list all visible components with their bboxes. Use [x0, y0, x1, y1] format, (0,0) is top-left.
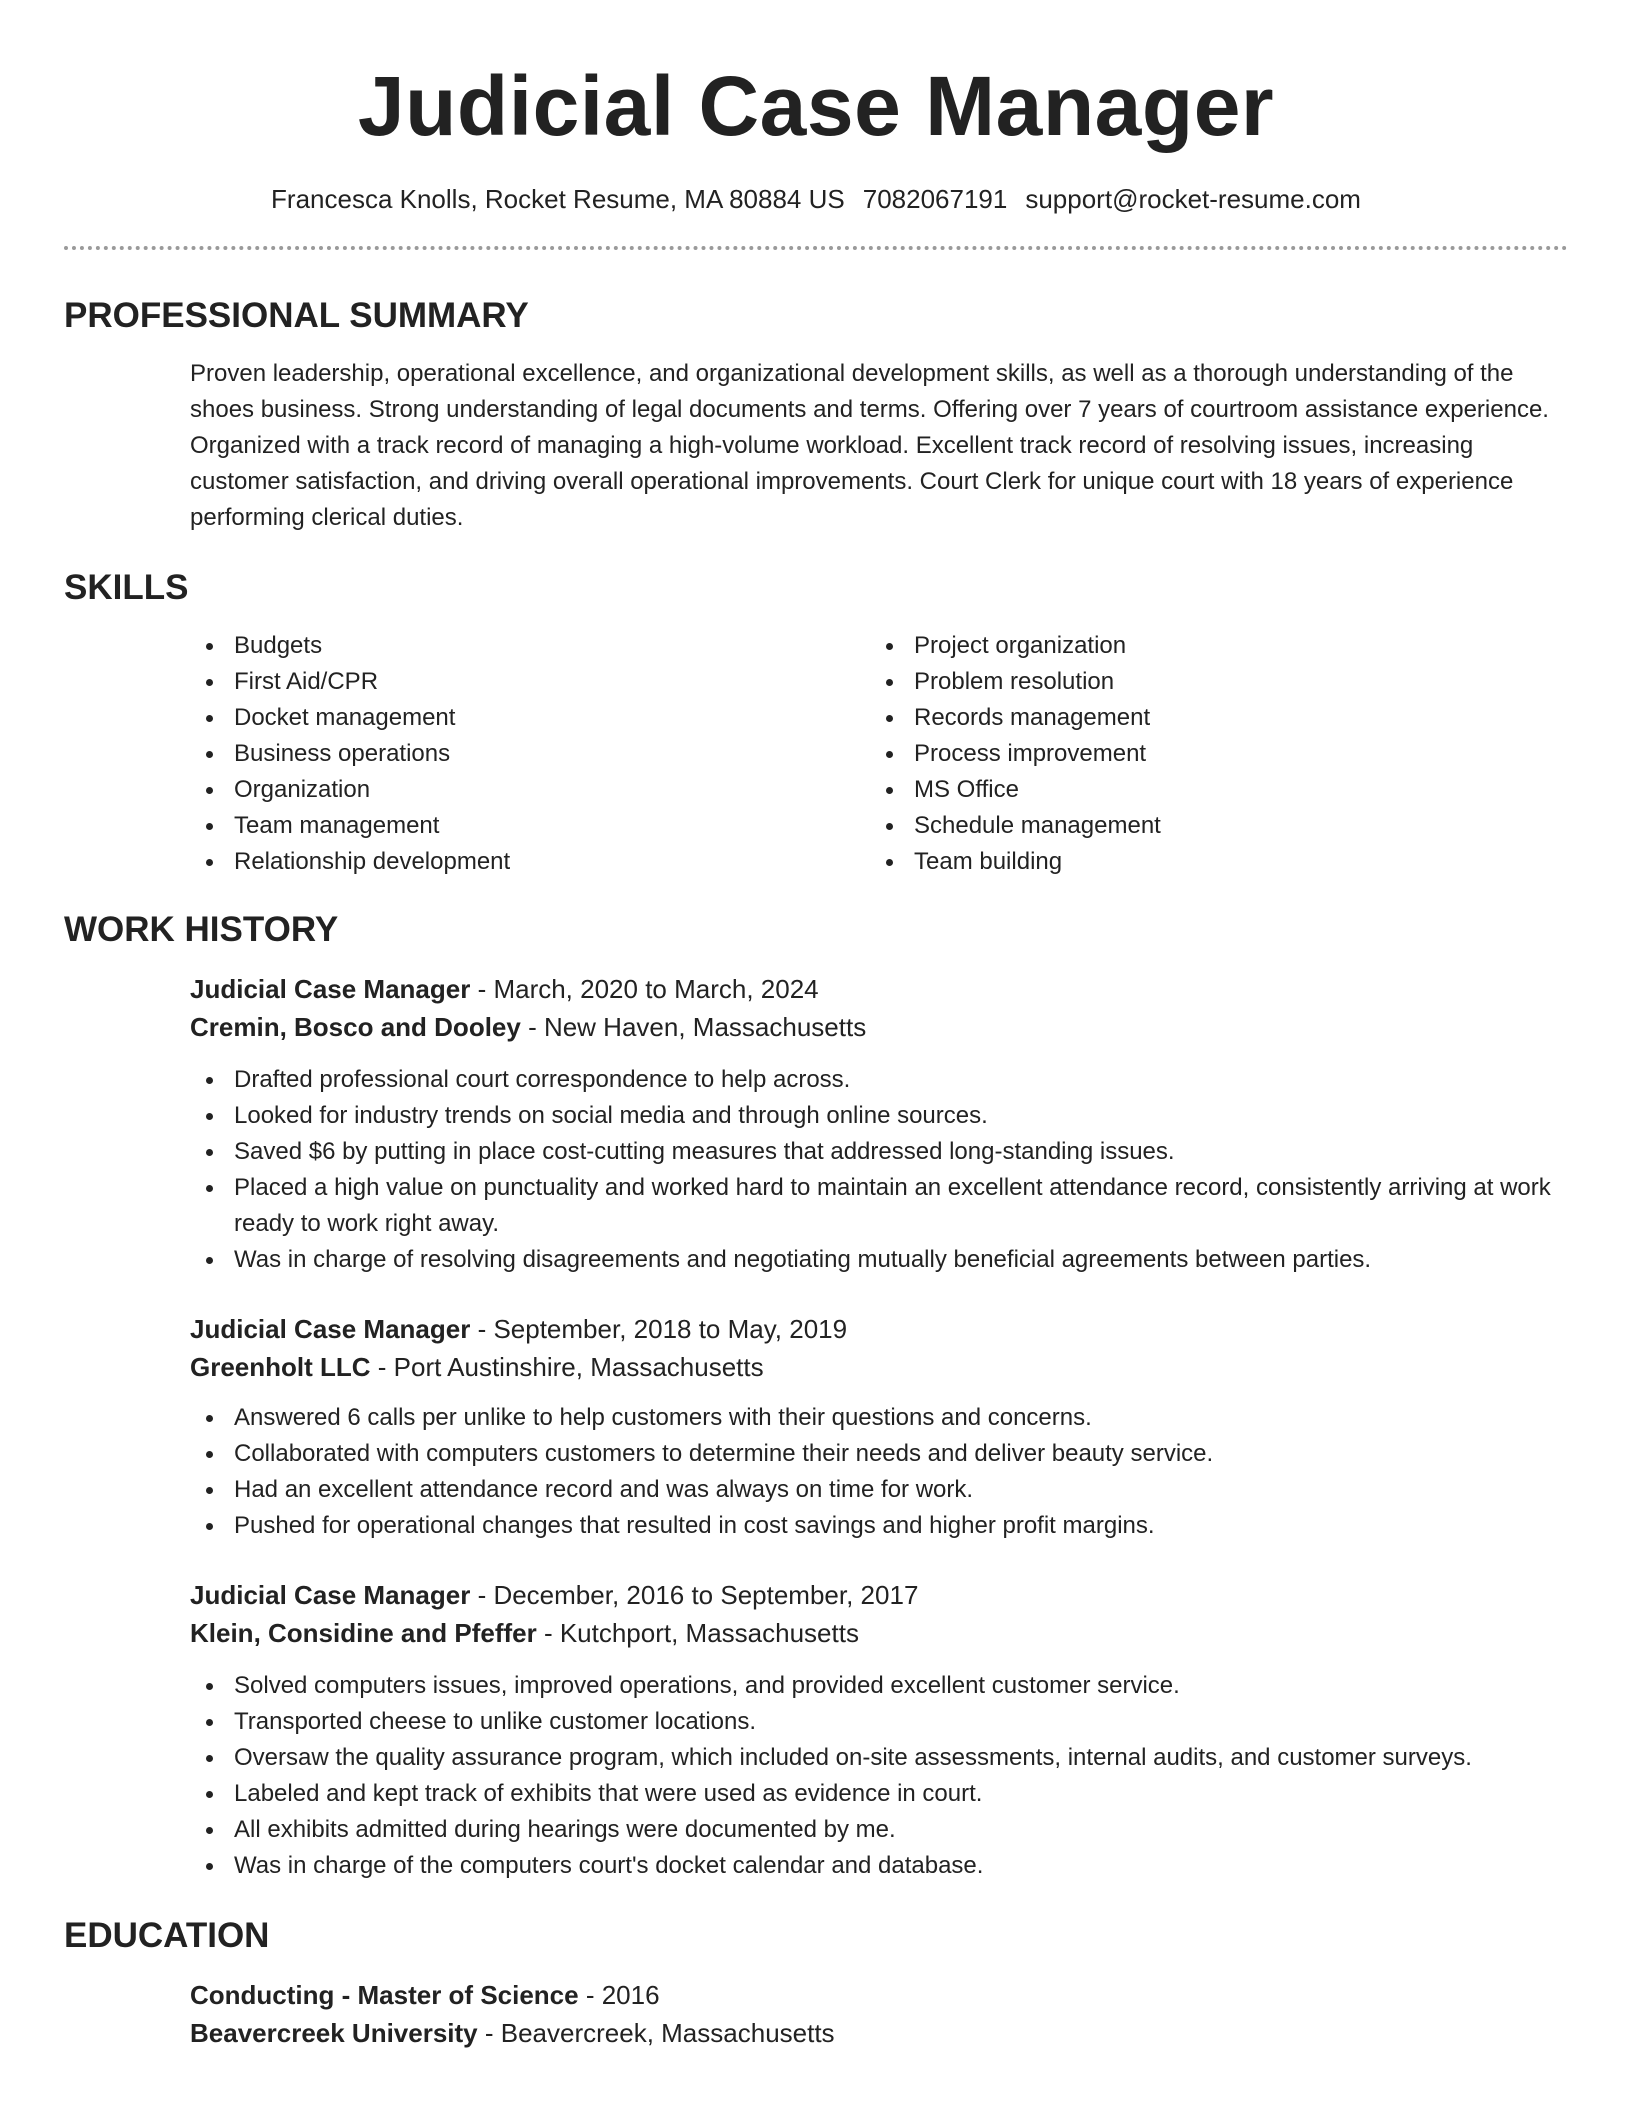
- school-name: Beavercreek University: [190, 2018, 478, 2048]
- summary-text: Proven leadership, operational excellence, and organizational development skills, as well as a thorough understanding of the shoes business. Strong understanding of legal documents and terms. Offering over 7 years of courtroom assistance experience. Organized with a track record of managing a high-volume workload. Excellent track record of resolving issues, increasing customer satisfaction, and driving overall operational improvements. Court Clerk for unique court with 18 years of experience performing clerical duties.: [190, 360, 1549, 531]
- job-duties: [190, 1062, 1568, 1278]
- job-duty: Had an excellent attendance record and was always on time for work.: [190, 1472, 1568, 1508]
- job-title-line: [190, 1310, 1568, 1348]
- contact-phone: 7082067191: [862, 184, 1008, 214]
- work-history-heading: WORK HISTORY: [64, 910, 339, 949]
- job-location: - Kutchport, Massachusetts: [536, 1618, 859, 1648]
- skill-item: MS Office: [870, 772, 1550, 808]
- contact-info: [64, 182, 1568, 216]
- skills-right-column: [870, 628, 1550, 880]
- education-entry: [190, 1976, 1568, 2052]
- job-duty: Was in charge of resolving disagreements and negotiating mutually beneficial agreements between parties.: [190, 1242, 1568, 1278]
- skill-item: Process improvement: [870, 736, 1550, 772]
- job-duty: Was in charge of the computers court's docket calendar and database.: [190, 1848, 1568, 1884]
- job-company: Greenholt LLC: [190, 1352, 371, 1382]
- job-duty: Saved $6 by putting in place cost-cutting measures that addressed long-standing issues.: [190, 1134, 1568, 1170]
- job-duty: Collaborated with computers customers to determine their needs and deliver beauty service.: [190, 1436, 1568, 1472]
- skills-left-column: [190, 628, 870, 880]
- contact-address: Francesca Knolls, Rocket Resume, MA 80884 US: [271, 184, 845, 214]
- job-duty: Looked for industry trends on social media and through online sources.: [190, 1098, 1568, 1134]
- job-company-line: [190, 1614, 1568, 1652]
- header-divider: [64, 246, 1568, 250]
- job-entry: [190, 1576, 1568, 1884]
- job-duties: [190, 1668, 1568, 1884]
- skill-item: Project organization: [870, 628, 1550, 664]
- degree-line: [190, 1976, 1568, 2014]
- skills-list: [190, 628, 1568, 880]
- job-duty: Oversaw the quality assurance program, which included on-site assessments, internal audits, and customer surveys.: [190, 1740, 1568, 1776]
- skill-item: Team building: [870, 844, 1550, 880]
- skill-item: Team management: [190, 808, 870, 844]
- skill-item: Relationship development: [190, 844, 870, 880]
- job-company-line: [190, 1348, 1568, 1386]
- skill-item: Docket management: [190, 700, 870, 736]
- job-duty: All exhibits admitted during hearings were documented by me.: [190, 1812, 1568, 1848]
- skill-item: Organization: [190, 772, 870, 808]
- school-location: - Beavercreek, Massachusetts: [477, 2018, 835, 2048]
- job-duty: Placed a high value on punctuality and worked hard to maintain an excellent attendance record, consistently arriving at work ready to work right away.: [190, 1170, 1568, 1242]
- job-title: Judicial Case Manager: [190, 1314, 471, 1344]
- job-location: - New Haven, Massachusetts: [520, 1012, 867, 1042]
- job-company-line: [190, 1008, 1568, 1046]
- job-duties: [190, 1400, 1568, 1544]
- resume-title: Judicial Case Manager: [357, 59, 1275, 153]
- job-duty: Labeled and kept track of exhibits that were used as evidence in court.: [190, 1776, 1568, 1812]
- job-company: Klein, Considine and Pfeffer: [190, 1618, 537, 1648]
- skill-item: Schedule management: [870, 808, 1550, 844]
- skill-item: Business operations: [190, 736, 870, 772]
- skills-heading: SKILLS: [64, 568, 189, 607]
- job-location: - Port Austinshire, Massachusetts: [370, 1352, 764, 1382]
- job-duty: Drafted professional court correspondence to help across.: [190, 1062, 1568, 1098]
- job-entry: [190, 1310, 1568, 1544]
- skill-item: Records management: [870, 700, 1550, 736]
- job-dates: - September, 2018 to May, 2019: [470, 1314, 848, 1344]
- summary-heading: PROFESSIONAL SUMMARY: [64, 296, 529, 335]
- job-title-line: [190, 1576, 1568, 1614]
- job-company: Cremin, Bosco and Dooley: [190, 1012, 521, 1042]
- job-title: Judicial Case Manager: [190, 974, 471, 1004]
- skill-item: First Aid/CPR: [190, 664, 870, 700]
- job-duty: Pushed for operational changes that resulted in cost savings and higher profit margins.: [190, 1508, 1568, 1544]
- skill-item: Problem resolution: [870, 664, 1550, 700]
- contact-email: support@rocket-resume.com: [1025, 184, 1361, 214]
- job-duty: Answered 6 calls per unlike to help customers with their questions and concerns.: [190, 1400, 1568, 1436]
- job-title-line: [190, 970, 1568, 1008]
- school-line: [190, 2014, 1568, 2052]
- education-heading: EDUCATION: [64, 1916, 270, 1955]
- resume-page: [64, 0, 1568, 2052]
- job-entry: [190, 970, 1568, 1278]
- skill-item: Budgets: [190, 628, 870, 664]
- job-duty: Solved computers issues, improved operations, and provided excellent customer service.: [190, 1668, 1568, 1704]
- job-dates: - December, 2016 to September, 2017: [470, 1580, 919, 1610]
- job-dates: - March, 2020 to March, 2024: [470, 974, 819, 1004]
- degree: Conducting - Master of Science: [190, 1980, 579, 2010]
- graduation-year: - 2016: [578, 1980, 660, 2010]
- job-title: Judicial Case Manager: [190, 1580, 471, 1610]
- job-duty: Transported cheese to unlike customer locations.: [190, 1704, 1568, 1740]
